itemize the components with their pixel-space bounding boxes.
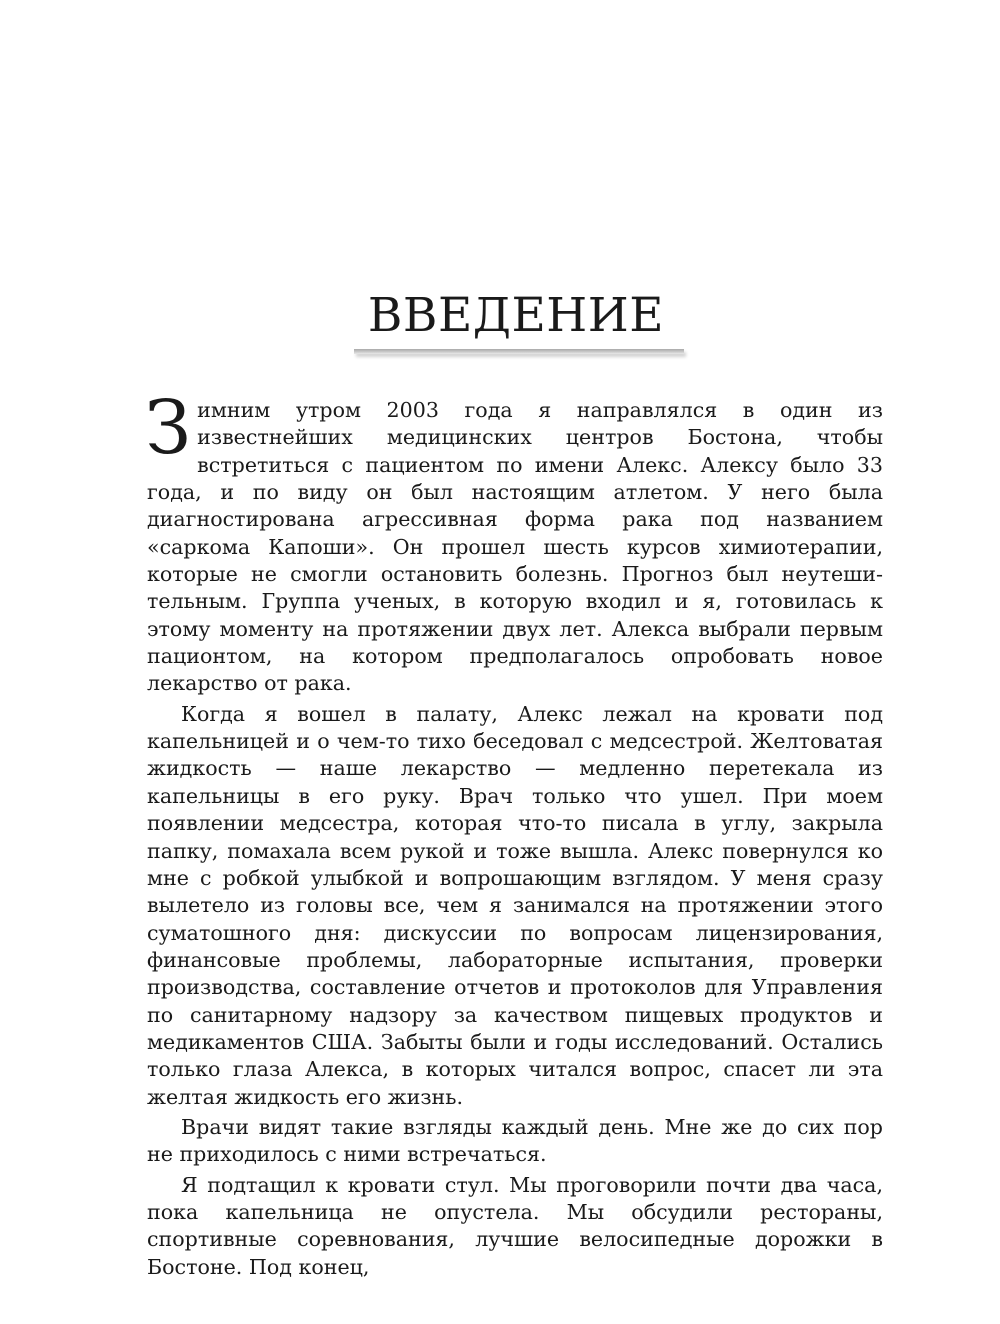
paragraph-2 bbox=[147, 701, 883, 1111]
title-underline bbox=[354, 349, 684, 354]
paragraph-text: имним утром 2003 года я направлялся в один из известнейших медицинских центров Бостона, чтобы встретиться с пациентом по имени Алекс. Алексу было 33 года, и по виду он был настоящим атлетом. У него была диагностирована агрессивная форма рака под названием «саркома Капоши». Он прошел шесть курсов химиотерапии, которые не смогли остановить болезнь. Прогноз был неутешительным. Группа ученых, в которую входил и я, готовилась к этому моменту на протяжении двух лет. Алекса выбрали первым пационтом, на котором предполагалось опробовать новое лекарство от рака. bbox=[147, 398, 883, 696]
paragraph-4 bbox=[147, 1172, 883, 1281]
body-text bbox=[145, 385, 883, 1281]
paragraph-1 bbox=[145, 385, 883, 698]
paragraph-text: Врачи видят такие взгляды каждый день. Мне же до сих пор не приходилось с ними встречаться. bbox=[147, 1114, 883, 1167]
chapter-title: ВВЕДЕНИЕ bbox=[367, 288, 665, 343]
drop-cap: З bbox=[145, 385, 192, 471]
paragraph-text: Когда я вошел в палату, Алекс лежал на кровати под капельницей и о чем-то тихо беседовал с медсестрой. Желтоватая жидкость — наше лекарство — медленно перетекала из капельницы в его руку. Врач только что ушел. При моем появлении медсестра, которая что-то писала в углу, закрыла папку, помахала всем рукой и тоже вышла. Алекс повернулся ко мне с робкой улыбкой и вопрошающим взглядом. У меня сразу вылетело из головы все, чем я занимался на протяжении этого суматошного дня: дискуссии по вопросам лицензирования, финансовые проблемы, лабораторные испытания, проверки производства, составление отчетов и протоколов для Управления по санитарному надзору за качеством пищевых продуктов и медикаментов США. Забыты были и годы исследований. Остались только глаза Алекса, в которых читался вопрос, спасет ли эта желтая жидкость его жизнь. bbox=[147, 701, 883, 1109]
paragraph-text: Я подтащил к кровати стул. Мы проговорили почти два часа, пока капельница не опустела. Мы обсудили рестораны, спортивные соревнования, лучшие велосипедные дорожки в Бостоне. Под конец, bbox=[147, 1172, 883, 1279]
paragraph-3 bbox=[147, 1114, 883, 1169]
